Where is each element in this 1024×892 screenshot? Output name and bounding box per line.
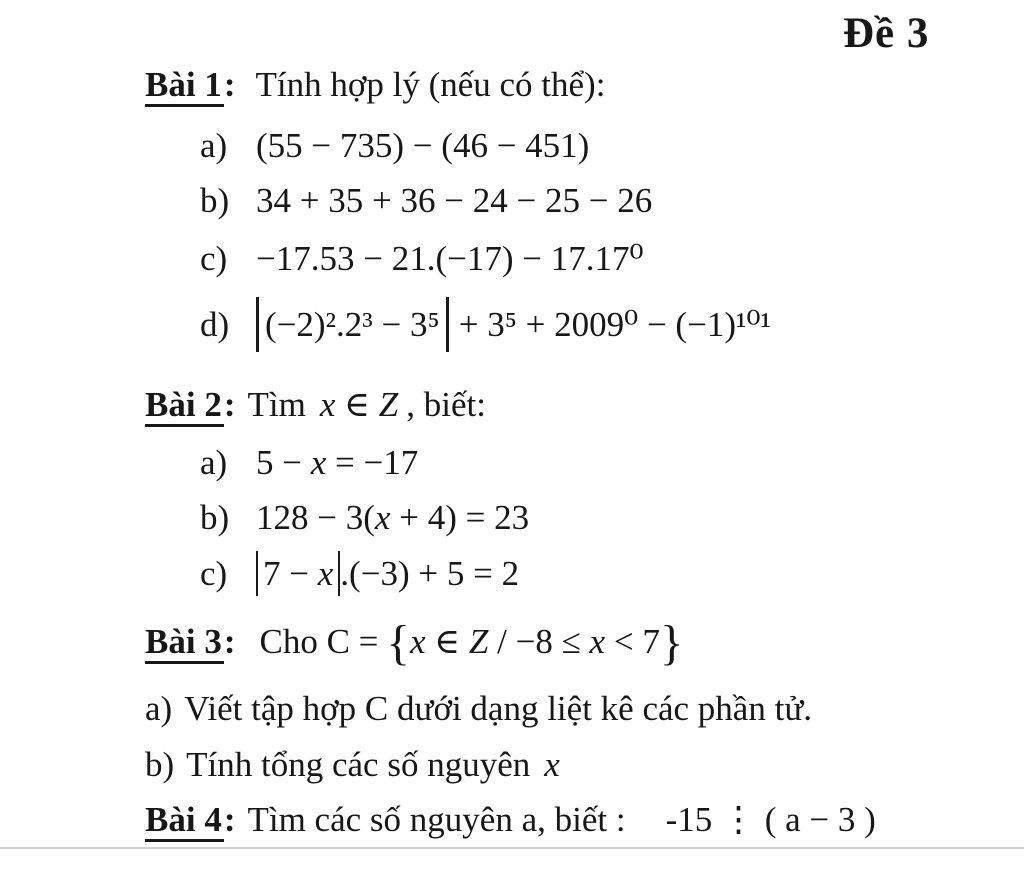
item-marker: c) bbox=[200, 554, 228, 593]
math-expression: + 3⁵ + 2009⁰ − (−1)¹⁰¹ bbox=[458, 305, 771, 344]
math-condition: x ∈ Z bbox=[319, 385, 399, 424]
problem-1-header bbox=[145, 62, 605, 108]
problem-1-item-d bbox=[200, 302, 771, 348]
item-marker: c) bbox=[200, 239, 228, 278]
math-expression: = −17 bbox=[326, 443, 419, 482]
math-condition: x ∈ Z bbox=[409, 622, 489, 662]
set-brace-open: { bbox=[386, 615, 410, 670]
math-variable: x bbox=[544, 745, 560, 784]
problem-1-item-a bbox=[200, 123, 589, 169]
problem-2-item-b bbox=[200, 495, 529, 541]
math-variable: x bbox=[589, 622, 606, 662]
math-expression: / −8 ≤ bbox=[488, 622, 590, 662]
page-edge-line bbox=[0, 847, 1024, 849]
problem-4-header bbox=[145, 797, 876, 843]
item-marker: b) bbox=[200, 181, 230, 220]
math-expression: 7 − bbox=[263, 554, 318, 593]
math-expression: < 7 bbox=[605, 622, 660, 662]
problem-2-item-c bbox=[200, 551, 519, 597]
math-variable: x bbox=[310, 443, 327, 482]
math-expression: −17.53 − 21.(−17) − 17.17⁰ bbox=[256, 239, 644, 278]
problem-4-text: Tìm các số nguyên a, biết : bbox=[247, 800, 626, 839]
item-marker: a) bbox=[200, 126, 228, 165]
problem-4-colon: : bbox=[223, 800, 236, 839]
problem-1-prompt: Tính hợp lý (nếu có thể): bbox=[255, 65, 606, 104]
problem-3-item-a bbox=[145, 686, 812, 732]
item-marker: b) bbox=[145, 745, 175, 784]
problem-3-colon: : bbox=[223, 622, 236, 662]
problem-2-label: Bài 2 bbox=[145, 385, 224, 427]
absolute-value-expression bbox=[256, 551, 340, 596]
problem-2-colon: : bbox=[223, 385, 236, 424]
absolute-value-expression bbox=[256, 297, 449, 352]
item-text: Tính tổng các số nguyên bbox=[186, 745, 531, 784]
problem-2-header bbox=[145, 382, 486, 428]
problem-4-label: Bài 4 bbox=[145, 800, 224, 842]
math-expression: (−2)².2³ − 3⁵ bbox=[265, 305, 440, 344]
problem-2-prompt: Tìm bbox=[247, 385, 306, 424]
problem-3-intro: Cho C = bbox=[259, 622, 379, 662]
item-marker: b) bbox=[200, 498, 230, 537]
problem-1-item-c bbox=[200, 236, 644, 282]
math-variable: x bbox=[374, 498, 391, 537]
problem-1-label: Bài 1 bbox=[145, 65, 224, 107]
math-expression: 128 − 3( bbox=[256, 498, 375, 537]
item-marker: a) bbox=[145, 689, 173, 728]
page-title: Đề 3 bbox=[843, 10, 930, 57]
problem-1-item-b bbox=[200, 178, 652, 224]
set-brace-close: } bbox=[659, 615, 684, 670]
problem-2-prompt-end: , biết: bbox=[406, 385, 486, 424]
math-expression: + 4) = 23 bbox=[390, 498, 530, 537]
math-expression: (55 − 735) − (46 − 451) bbox=[256, 126, 590, 165]
item-marker: d) bbox=[200, 305, 230, 344]
problem-3-header bbox=[145, 615, 684, 670]
item-text: Viết tập hợp C dưới dạng liệt kê các phần tử. bbox=[184, 689, 813, 728]
item-marker: a) bbox=[200, 443, 228, 482]
math-expression: 34 + 35 + 36 − 24 − 25 − 26 bbox=[256, 181, 653, 220]
problem-1-colon: : bbox=[223, 65, 236, 104]
math-expression: .(−3) + 5 = 2 bbox=[340, 554, 520, 593]
math-variable: x bbox=[317, 554, 334, 593]
problem-3-item-b bbox=[145, 742, 560, 788]
math-expression: 5 − bbox=[256, 443, 311, 482]
problem-2-item-a bbox=[200, 440, 418, 486]
math-expression: -15 ⋮ ( a − 3 ) bbox=[665, 800, 876, 839]
problem-3-label: Bài 3 bbox=[145, 622, 224, 664]
